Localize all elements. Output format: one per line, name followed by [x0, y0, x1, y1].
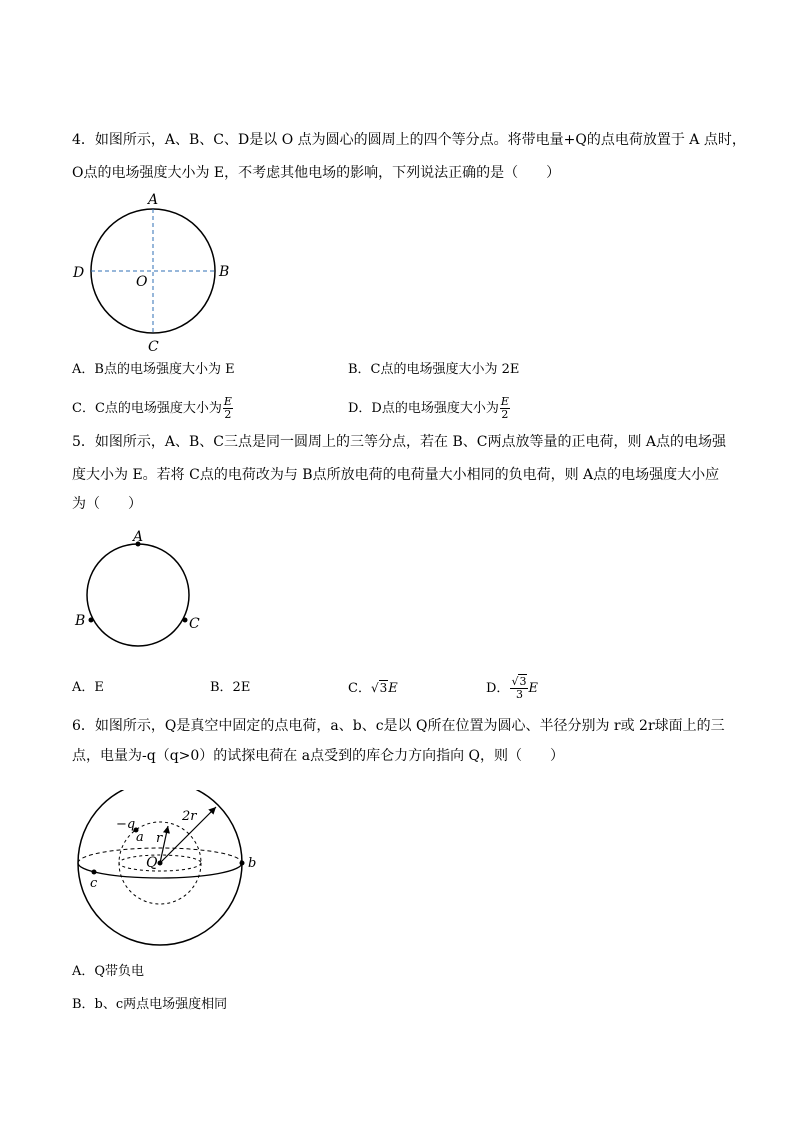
q6-point-c — [92, 870, 97, 875]
q5-point-b — [89, 618, 94, 623]
q6-label-c: c — [90, 876, 98, 891]
q6-stem-line-1: 6．如图所示，Q是真空中固定的点电荷，a、b、c是以 Q所在位置为圆心、半径分别为 r或 2r球面上的三 — [72, 718, 725, 734]
q6-option-a[interactable]: A．Q带负电 — [72, 964, 145, 979]
q6-label-q: Q — [146, 855, 158, 871]
q4-option-a[interactable]: A．B点的电场强度大小为 E — [72, 362, 235, 377]
q4-label-b: B — [219, 264, 230, 280]
q6-sphere-figure — [72, 790, 272, 960]
q4-label-d: D — [73, 265, 85, 281]
q4-circle-figure — [68, 188, 248, 358]
q5-option-a[interactable]: A．E — [72, 680, 104, 695]
q6-outer-sphere — [78, 790, 242, 945]
q4-option-c[interactable] — [72, 396, 233, 421]
q4-stem-line-1: 4．如图所示，A、B、C、D是以 O 点为圆心的圆周上的四个等分点。将带电量+Q的点电荷放置于 A 点时， — [72, 132, 746, 148]
q4-label-c: C — [148, 339, 159, 355]
q6-label-neg-q: −q — [116, 817, 136, 832]
q6-label-b: b — [248, 856, 257, 871]
q5-option-b[interactable]: B．2E — [210, 680, 251, 695]
q4-option-d[interactable] — [348, 396, 510, 421]
q5-circle — [87, 544, 189, 646]
q5-stem-line-3: 为（ ） — [72, 496, 142, 512]
q5-option-d-suffix: E — [528, 681, 538, 696]
q6-label-r: r — [156, 831, 163, 846]
q5-stem-line-2: 度大小为 E。若将 C点的电荷改为与 B点所放电荷的电荷量大小相同的负电荷，则 A点的电场强度大小应 — [72, 467, 720, 483]
q6-label-a: a — [136, 830, 144, 845]
q4-label-a: A — [148, 192, 159, 208]
q4-option-c-fraction: $\frac{E}{2}$ — [223, 395, 232, 421]
q6-stem-line-2: 点，电量为-q（q>0）的试探电荷在 a点受到的库仑力方向指向 Q，则（ ） — [72, 748, 565, 764]
q5-stem-line-1: 5．如图所示，A、B、C三点是同一圆周上的三等分点，若在 B、C两点放等量的正电荷，则 A点的电场强 — [72, 434, 727, 450]
q5-option-d-prefix: D． — [486, 681, 510, 696]
q4-option-d-text: D．D点的电场强度大小为 — [348, 401, 499, 416]
q5-option-d-fraction: $\frac{√3}{3}$ — [511, 675, 527, 701]
q6-option-b[interactable]: B．b、c两点电场强度相同 — [72, 997, 228, 1012]
q5-option-c-prefix: C． — [348, 681, 371, 696]
q5-label-b: B — [75, 613, 86, 629]
q6-label-2r: 2r — [182, 809, 197, 824]
q4-stem-line-2: O点的电场强度大小为 E，不考虑其他电场的影响，下列说法正确的是（ ） — [72, 165, 561, 181]
q5-label-a: A — [133, 529, 144, 545]
q5-option-c[interactable] — [348, 678, 398, 699]
q4-option-d-fraction: $\frac{E}{2}$ — [500, 395, 509, 421]
q5-circle-figure — [70, 528, 220, 658]
q5-label-c: C — [189, 616, 200, 632]
q6-point-b — [240, 861, 245, 866]
q4-option-b[interactable]: B．C点的电场强度大小为 2E — [348, 362, 520, 377]
q4-label-o: O — [136, 274, 148, 290]
q5-point-c — [183, 618, 188, 623]
q4-option-c-text: C．C点的电场强度大小为 — [72, 401, 222, 416]
q5-option-c-sqrt: √3 — [370, 681, 388, 695]
q5-option-d[interactable] — [486, 676, 538, 701]
q5-option-c-suffix: E — [388, 681, 398, 696]
q6-point-q — [158, 861, 163, 866]
